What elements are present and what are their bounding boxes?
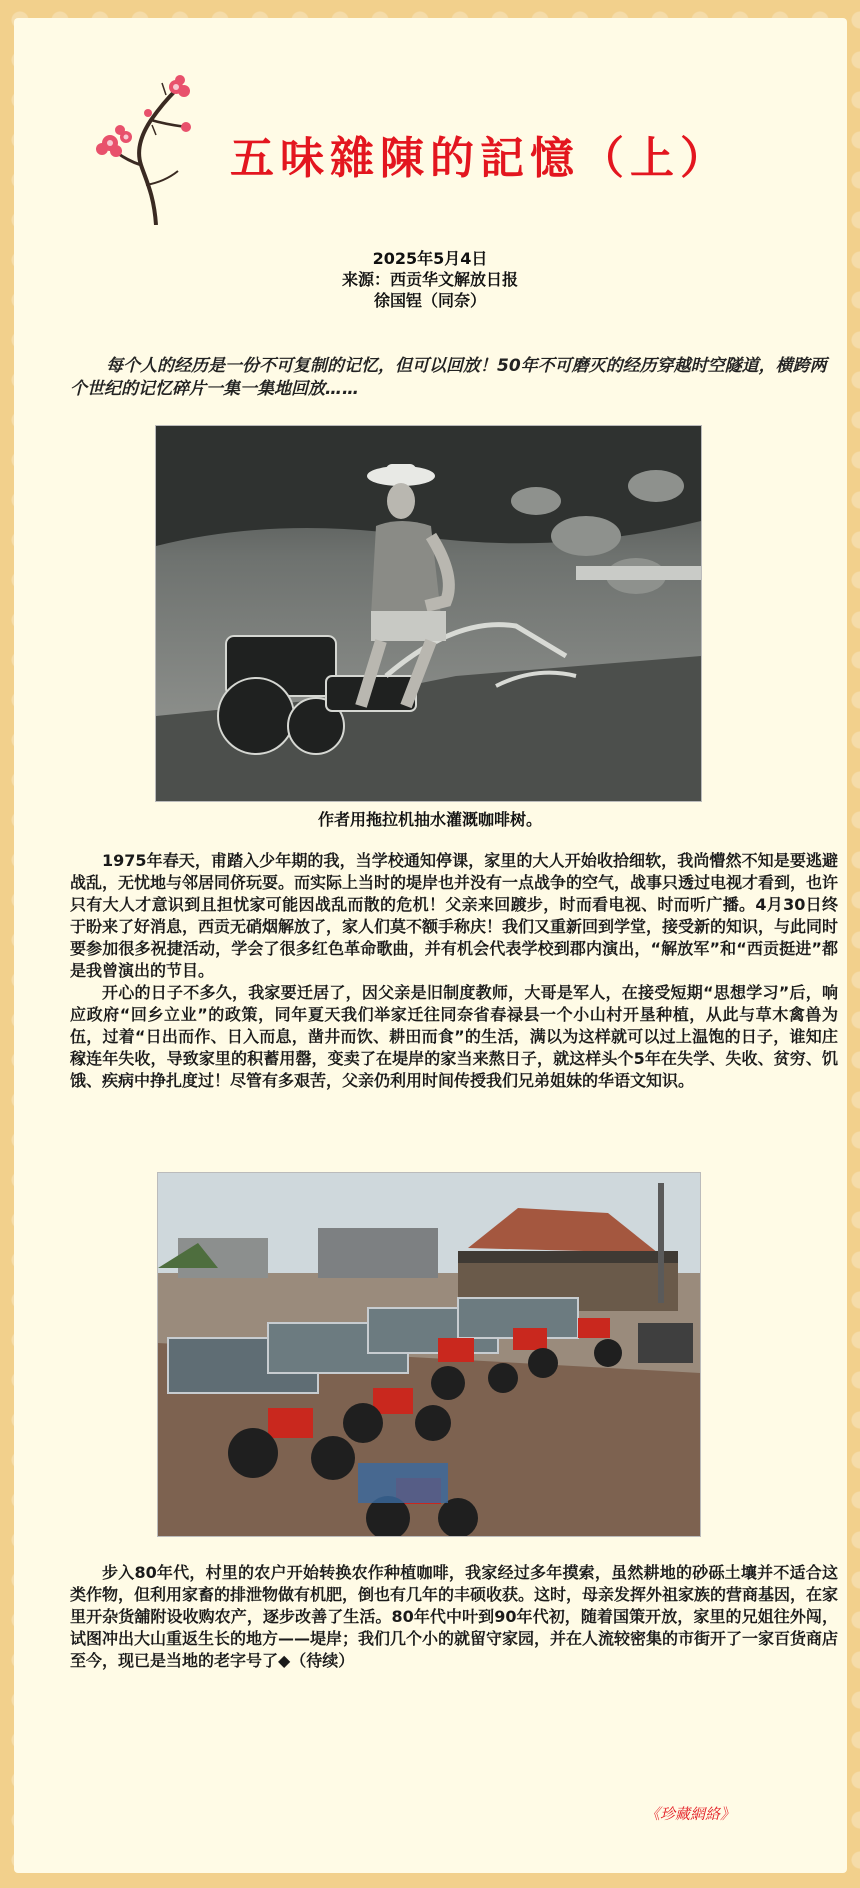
article-intro: 每个人的经历是一份不可复制的记忆，但可以回放！50年不可磨灭的经历穿越时空隧道，横跨两个世纪的记忆碎片一集一集地回放…… xyxy=(70,356,827,399)
article-body-2 xyxy=(70,1562,838,1672)
tractors-village-photo xyxy=(157,1172,701,1537)
article-title: 五味雜陳的記憶（上） xyxy=(230,133,730,184)
article-author: 徐国锃（同奈） xyxy=(373,291,486,310)
article-body-1 xyxy=(70,850,838,1092)
paragraph-1: 1975年春天，甫踏入少年期的我，当学校通知停课，家里的大人开始收拾细软，我尚懵然不知是要逃避战乱，无忧地与邻居同侪玩耍。而实际上当时的堤岸也并没有一点战争的空气，战事只透过电视才看到，也许只有大人才意识到且担忧家可能因战乱而散的危机！父亲来回踱步，时而看电视、时而听广播。4月30日终于盼来了好消息，西贡无硝烟解放了，家人们莫不额手称庆！我们又重新回到学堂，接受新的知识，与此同时要参加很多祝捷活动，学会了很多红色革命歌曲，并有机会代表学校到郡内演出，“解放军”和“西贡挺进”都是我曾演出的节目。 xyxy=(70,851,839,980)
photo1-caption: 作者用拖拉机抽水灌溉咖啡树。 xyxy=(317,810,542,829)
article-date: 2025年5月4日 xyxy=(372,249,488,268)
plum-blossom-icon xyxy=(96,75,206,225)
source-signature: 《珍藏網絡》 xyxy=(645,1805,736,1823)
paragraph-3: 步入80年代，村里的农户开始转换农作种植咖啡，我家经过多年摸索，虽然耕地的砂砾土壤并不适合这类作物，但利用家畜的排泄物做有机肥，倒也有几年的丰硕收获。这时，母亲发挥外祖家族的营商基因，在家里开杂货舖附设收购农产，逐步改善了生活。80年代中叶到90年代初，随着国策开放，家里的兄姐往外闯，试图冲出大山重返生长的地方——堤岸；我们几个小的就留守家园，并在人流较密集的市街开了一家百货商店至今，现已是当地的老字号了◆（待续） xyxy=(70,1563,839,1670)
tractor-photo xyxy=(155,425,702,802)
article-source: 来源：西贡华文解放日报 xyxy=(341,270,518,289)
paragraph-2: 开心的日子不多久，我家要迁居了，因父亲是旧制度教师，大哥是军人，在接受短期“思想学习”后，响应政府“回乡立业”的政策，同年夏天我们举家迁往同奈省春禄县一个小山村开垦种植，从此与草木禽兽为伍，过着“日出而作、日入而息，凿井而饮、耕田而食”的生活，满以为这样就可以过上温饱的日子，谁知庄稼连年失收，导致家里的积蓄用罄，变卖了在堤岸的家当来熬日子，就这样头个5年在失学、失收、贫穷、饥饿、疾病中挣扎度过！尽管有多艰苦，父亲仍利用时间传授我们兄弟姐妹的华语文知识。 xyxy=(70,983,838,1090)
